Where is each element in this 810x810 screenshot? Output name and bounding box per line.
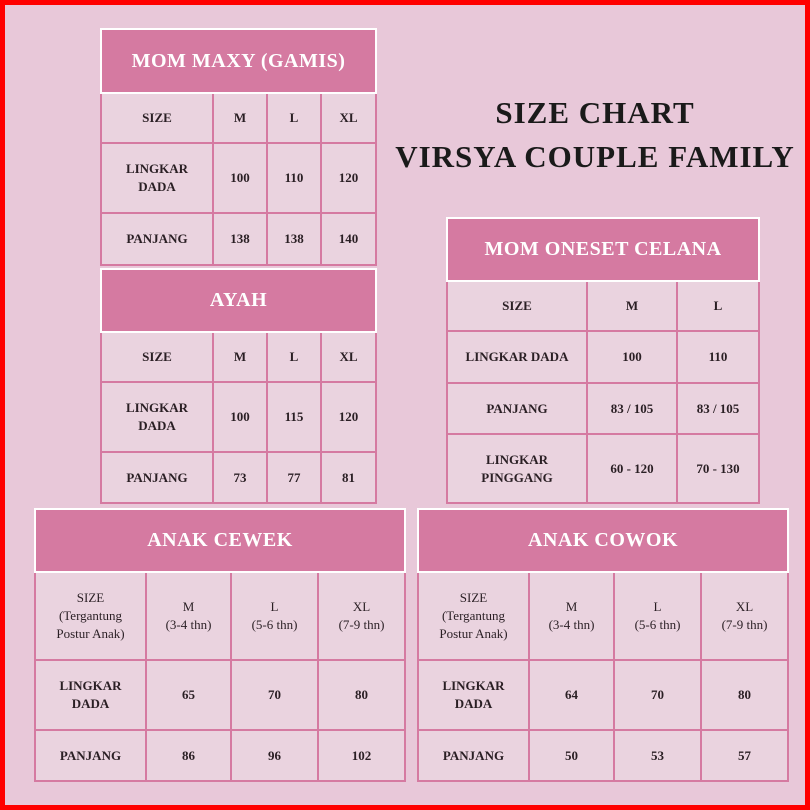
header-cell: M bbox=[587, 281, 677, 331]
value-cell: 86 bbox=[146, 730, 231, 781]
header-cell: M (3-4 thn) bbox=[146, 572, 231, 660]
row-label: PANJANG bbox=[101, 213, 213, 265]
row-label: PANJANG bbox=[447, 383, 587, 434]
value-cell: 140 bbox=[321, 213, 376, 265]
value-cell: 70 bbox=[614, 660, 701, 730]
table-heading: AYAH bbox=[101, 269, 376, 332]
header-cell: SIZE bbox=[447, 281, 587, 331]
value-cell: 70 - 130 bbox=[677, 434, 759, 503]
title-line-1: SIZE CHART bbox=[495, 95, 695, 130]
value-cell: 73 bbox=[213, 452, 267, 503]
value-cell: 138 bbox=[267, 213, 321, 265]
header-cell: XL (7-9 thn) bbox=[701, 572, 788, 660]
value-cell: 100 bbox=[587, 331, 677, 383]
value-cell: 115 bbox=[267, 382, 321, 452]
header-cell: M bbox=[213, 93, 267, 143]
table-mom-oneset bbox=[446, 217, 760, 504]
table-heading: ANAK CEWEK bbox=[35, 509, 405, 572]
value-cell: 110 bbox=[677, 331, 759, 383]
table-mom-maxy bbox=[100, 28, 377, 266]
value-cell: 120 bbox=[321, 382, 376, 452]
header-cell: XL bbox=[321, 93, 376, 143]
table-anak-cowok bbox=[417, 508, 789, 782]
header-cell: L bbox=[267, 332, 321, 382]
header-cell: XL (7-9 thn) bbox=[318, 572, 405, 660]
value-cell: 57 bbox=[701, 730, 788, 781]
value-cell: 110 bbox=[267, 143, 321, 213]
header-cell: L bbox=[677, 281, 759, 331]
value-cell: 102 bbox=[318, 730, 405, 781]
row-label: LINGKAR DADA bbox=[447, 331, 587, 383]
header-cell: SIZE (Tergantung Postur Anak) bbox=[418, 572, 529, 660]
header-cell: SIZE bbox=[101, 93, 213, 143]
title-line-2: VIRSYA COUPLE FAMILY bbox=[395, 139, 795, 174]
value-cell: 138 bbox=[213, 213, 267, 265]
table-ayah bbox=[100, 268, 377, 504]
table-heading: MOM MAXY (GAMIS) bbox=[101, 29, 376, 93]
value-cell: 80 bbox=[701, 660, 788, 730]
row-label: LINGKAR DADA bbox=[101, 382, 213, 452]
value-cell: 70 bbox=[231, 660, 318, 730]
header-cell: SIZE bbox=[101, 332, 213, 382]
row-label: PANJANG bbox=[35, 730, 146, 781]
header-cell: L bbox=[267, 93, 321, 143]
row-label: LINGKAR DADA bbox=[418, 660, 529, 730]
header-cell: SIZE (Tergantung Postur Anak) bbox=[35, 572, 146, 660]
row-label: PANJANG bbox=[101, 452, 213, 503]
header-cell: L (5-6 thn) bbox=[614, 572, 701, 660]
row-label: LINGKAR PINGGANG bbox=[447, 434, 587, 503]
row-label: LINGKAR DADA bbox=[101, 143, 213, 213]
value-cell: 96 bbox=[231, 730, 318, 781]
value-cell: 64 bbox=[529, 660, 614, 730]
value-cell: 65 bbox=[146, 660, 231, 730]
value-cell: 60 - 120 bbox=[587, 434, 677, 503]
row-label: PANJANG bbox=[418, 730, 529, 781]
value-cell: 100 bbox=[213, 382, 267, 452]
page-title bbox=[393, 91, 797, 179]
value-cell: 120 bbox=[321, 143, 376, 213]
value-cell: 53 bbox=[614, 730, 701, 781]
size-chart-canvas bbox=[5, 5, 805, 805]
value-cell: 100 bbox=[213, 143, 267, 213]
value-cell: 83 / 105 bbox=[677, 383, 759, 434]
header-cell: XL bbox=[321, 332, 376, 382]
value-cell: 80 bbox=[318, 660, 405, 730]
value-cell: 77 bbox=[267, 452, 321, 503]
header-cell: M (3-4 thn) bbox=[529, 572, 614, 660]
table-heading: ANAK COWOK bbox=[418, 509, 788, 572]
table-heading: MOM ONESET CELANA bbox=[447, 218, 759, 281]
value-cell: 83 / 105 bbox=[587, 383, 677, 434]
value-cell: 50 bbox=[529, 730, 614, 781]
value-cell: 81 bbox=[321, 452, 376, 503]
table-anak-cewek bbox=[34, 508, 406, 782]
header-cell: M bbox=[213, 332, 267, 382]
row-label: LINGKAR DADA bbox=[35, 660, 146, 730]
header-cell: L (5-6 thn) bbox=[231, 572, 318, 660]
